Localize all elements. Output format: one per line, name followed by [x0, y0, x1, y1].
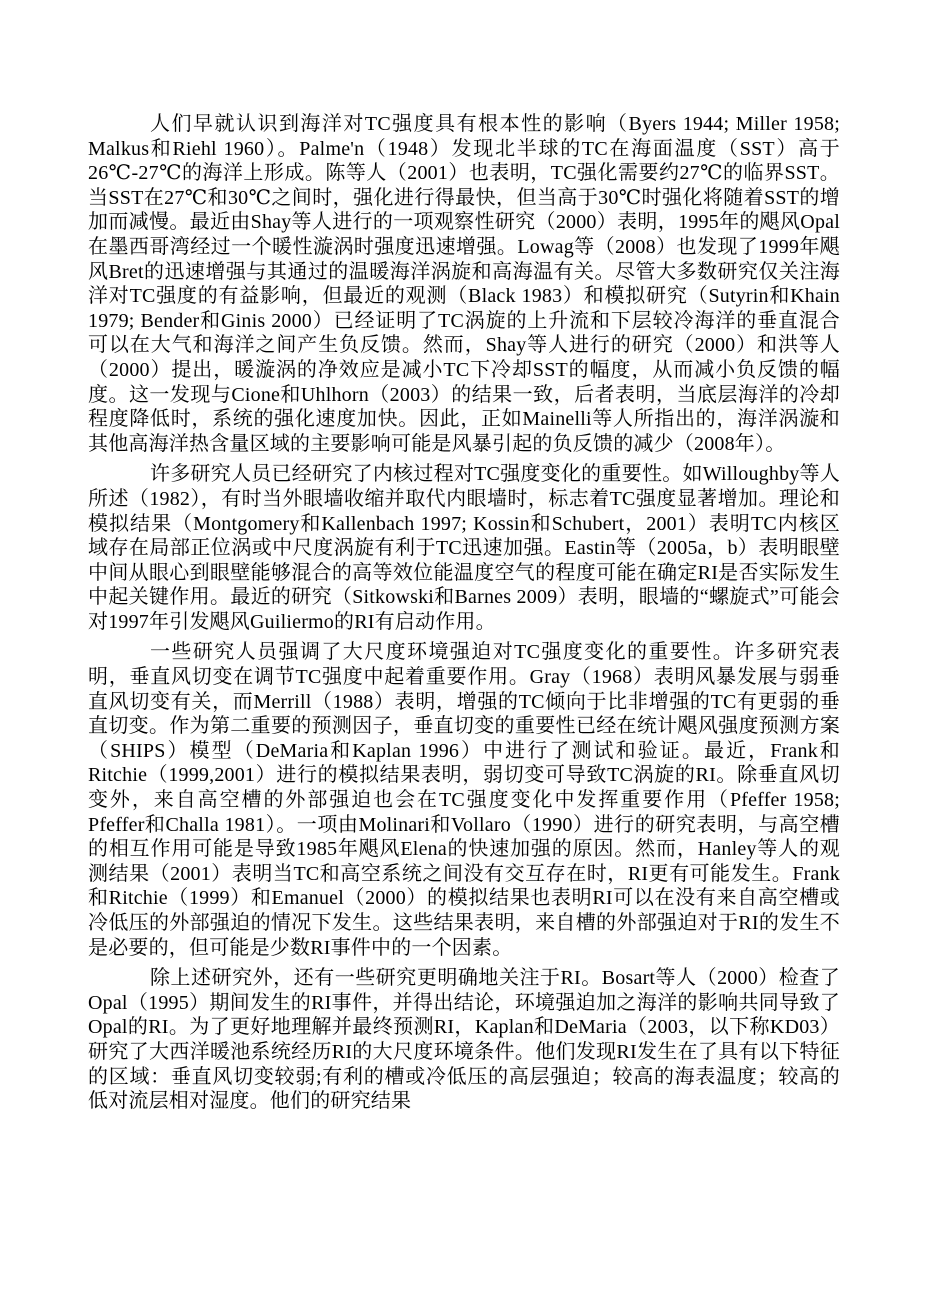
paragraph-ocean-influence: 人们早就认识到海洋对TC强度具有根本性的影响（Byers 1944; Miller 1958; Malkus和Riehl 1960）。Palme'n（1948）发现北半球的TC在海面温度（SST）高于26℃-27℃的海洋上形成。陈等人（2001）也表明，TC强化需要约27℃的临界SST。当SST在27℃和30℃之间时，强化进行得最快，但当高于30℃时强化将随着SST的增加而减慢。最近由Shay等人进行的一项观察性研究（2000）表明，1995年的飓风Opal在墨西哥湾经过一个暖性漩涡时强度迅速增强。Lowag等（2008）也发现了1999年飓风Bret的迅速增强与其通过的温暖海洋涡旋和高海温有关。尽管大多数研究仅关注海洋对TC强度的有益影响，但最近的观测（Black 1983）和模拟研究（Sutyrin和Khain 1979; Bender和Ginis 2000）已经证明了TC涡旋的上升流和下层较冷海洋的垂直混合可以在大气和海洋之间产生负反馈。然而，Shay等人进行的研究（2000）和洪等人（2000）提出，暖漩涡的净效应是减小TC下冷却SST的幅度，从而减小负反馈的幅度。这一发现与Cione和Uhlhorn（2003）的结果一致，后者表明，当底层海洋的冷却程度降低时，系统的强化速度加快。因此，正如Mainelli等人所指出的，海洋涡漩和其他高海洋热含量区域的主要影响可能是风暴引起的负反馈的减少（2008年）。: [88, 113, 840, 455]
paragraph-environmental-forcing: 一些研究人员强调了大尺度环境强迫对TC强度变化的重要性。许多研究表明，垂直风切变在调节TC强度中起着重要作用。Gray（1968）表明风暴发展与弱垂直风切变有关，而Merrill（1988）表明，增强的TC倾向于比非增强的TC有更弱的垂直切变。作为第二重要的预测因子，垂直切变的重要性已经在统计飓风强度预测方案（SHIPS）模型（DeMaria和Kaplan 1996）中进行了测试和验证。最近，Frank和Ritchie（1999,2001）进行的模拟结果表明，弱切变可导致TC涡旋的RI。除垂直风切变外，来自高空槽的外部强迫也会在TC强度变化中发挥重要作用（Pfeffer 1958; Pfeffer和Challa 1981）。一项由Molinari和Vollaro（1990）进行的研究表明，与高空槽的相互作用可能是导致1985年飓风Elena的快速加强的原因。然而，Hanley等人的观测结果（2001）表明当TC和高空系统之间没有交互存在时，RI更有可能发生。Frank和Ritchie（1999）和Emanuel（2000）的模拟结果也表明RI可以在没有来自高空槽或冷低压的外部强迫的情况下发生。这些结果表明，来自槽的外部强迫对于RI的发生不是必要的，但可能是少数RI事件中的一个因素。: [88, 641, 840, 959]
document-body: [88, 112, 840, 1114]
paragraph-inner-core-processes: 许多研究人员已经研究了内核过程对TC强度变化的重要性。如Willoughby等人所述（1982），有时当外眼墙收缩并取代内眼墙时，标志着TC强度显著增加。理论和模拟结果（Montgomery和Kallenbach 1997; Kossin和Schubert，2001）表明TC内核区域存在局部正位涡或中尺度涡旋有利于TC迅速加强。Eastin等（2005a，b）表明眼壁中间从眼心到眼壁能够混合的高等效位能温度空气的程度可能在确定RI是否实际发生中起关键作用。最近的研究（Sitkowski和Barnes 2009）表明，眼墙的“螺旋式”可能会对1997年引发飓风Guiliermo的RI有启动作用。: [88, 463, 840, 633]
paragraph-ri-studies: 除上述研究外，还有一些研究更明确地关注于RI。Bosart等人（2000）检查了Opal（1995）期间发生的RI事件，并得出结论，环境强迫加之海洋的影响共同导致了Opal的RI。为了更好地理解并最终预测RI，Kaplan和DeMaria（2003，以下称KD03）研究了大西洋暖池系统经历RI的大尺度环境条件。他们发现RI发生在了具有以下特征的区域：垂直风切变较弱;有利的槽或冷低压的高层强迫；较高的海表温度；较高的低对流层相对湿度。他们的研究结果: [88, 967, 840, 1113]
